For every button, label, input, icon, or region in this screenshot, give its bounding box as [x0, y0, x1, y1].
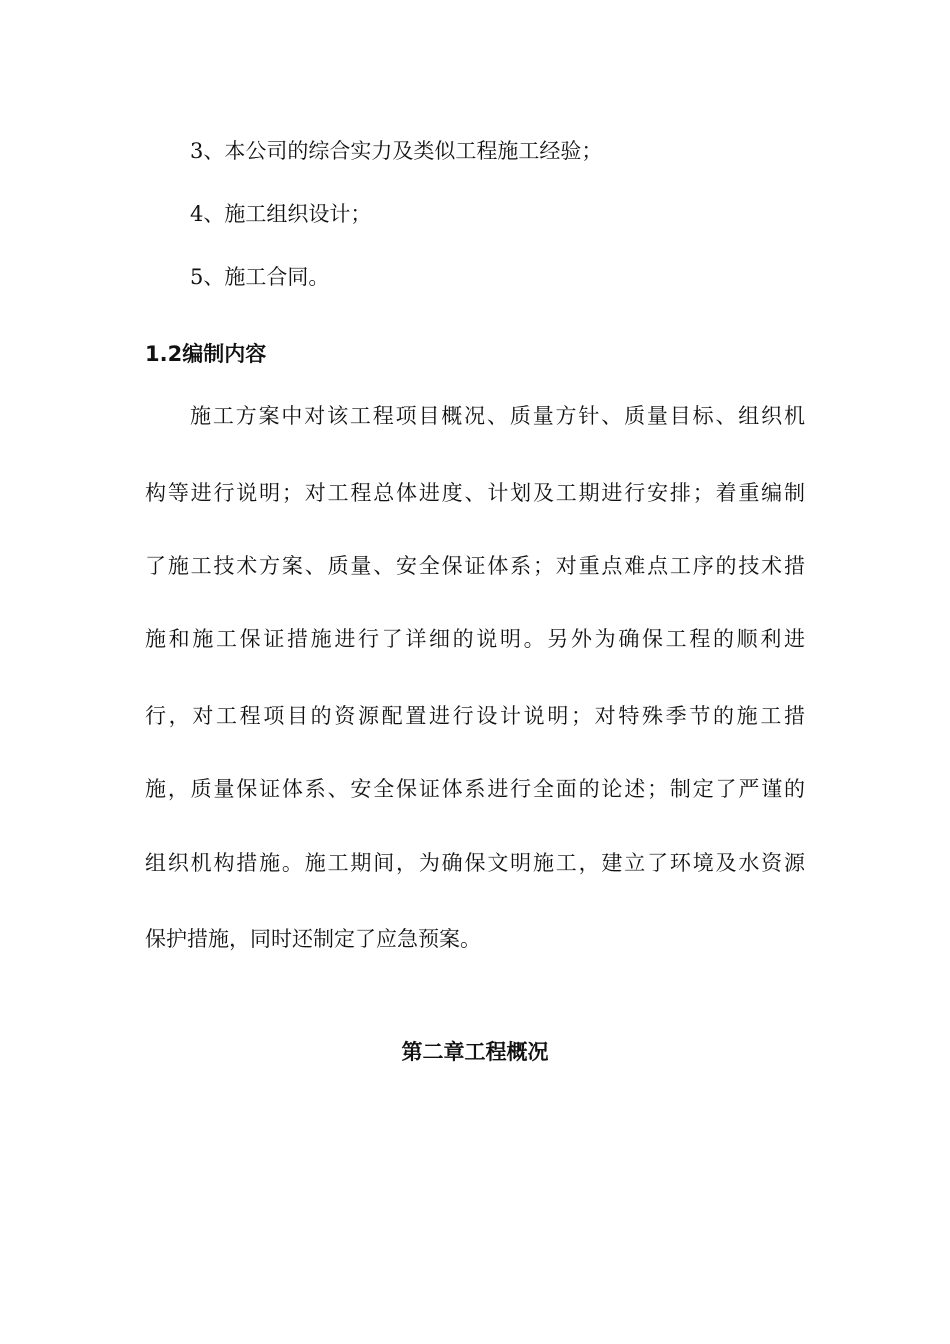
paragraph-line: 了施工技术方案、质量、安全保证体系；对重点难点工序的技术措	[145, 554, 805, 578]
list-item-4: 4、施工组织设计；	[190, 202, 372, 226]
paragraph-line: 构等进行说明；对工程总体进度、计划及工期进行安排；着重编制	[145, 481, 805, 505]
section-heading: 1.2编制内容	[145, 342, 267, 366]
paragraph-line: 施，质量保证体系、安全保证体系进行全面的论述；制定了严谨的	[145, 777, 805, 801]
list-item-5: 5、施工合同。	[190, 265, 330, 289]
paragraph-line: 保护措施，同时还制定了应急预案。	[145, 927, 481, 951]
paragraph-line: 施和施工保证措施进行了详细的说明。另外为确保工程的顺利进	[145, 627, 805, 651]
chapter-title: 第二章工程概况	[401, 1039, 549, 1064]
paragraph-line: 组织机构措施。施工期间，为确保文明施工，建立了环境及水资源	[145, 851, 805, 875]
paragraph-line: 施工方案中对该工程项目概况、质量方针、质量目标、组织机	[190, 404, 805, 428]
paragraph-line: 行，对工程项目的资源配置进行设计说明；对特殊季节的施工措	[145, 704, 805, 728]
list-item-3: 3、本公司的综合实力及类似工程施工经验；	[190, 139, 603, 163]
